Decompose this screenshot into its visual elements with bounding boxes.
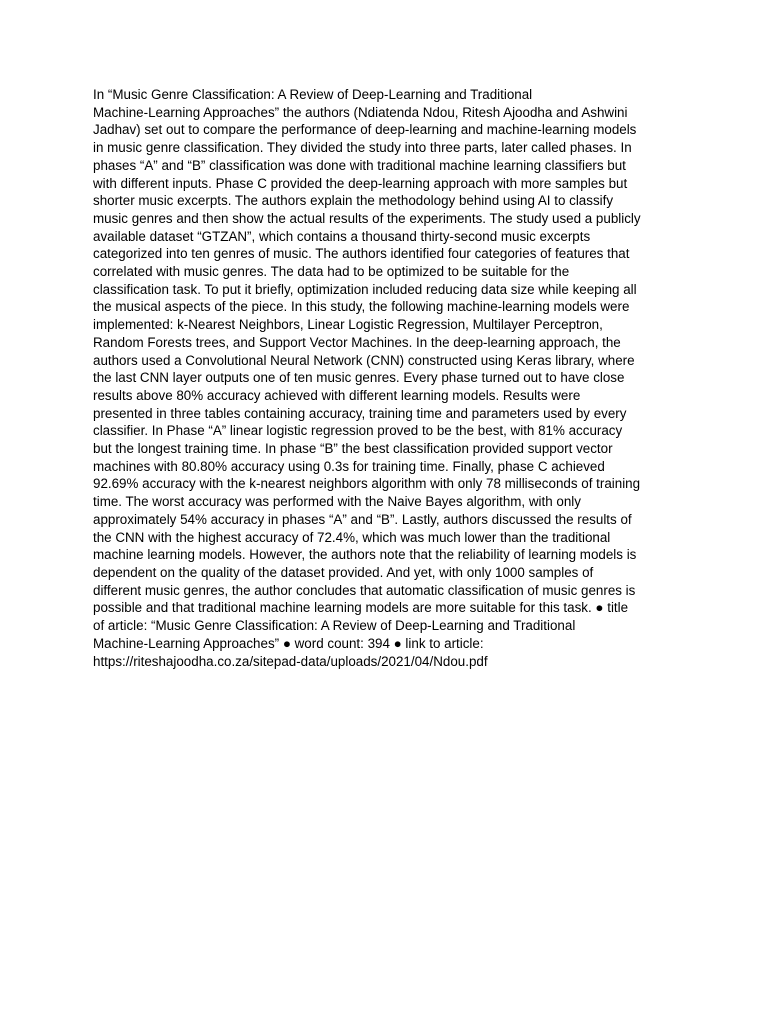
- text-line: the last CNN layer outputs one of ten music genres. Every phase turned out to have close: [93, 370, 625, 386]
- text-line: of article: “Music Genre Classification: A Review of Deep-Learning and Traditional: [93, 618, 576, 634]
- text-line: correlated with music genres. The data had to be optimized to be suitable for the: [93, 264, 570, 280]
- text-line: but the longest training time. In phase “B” the best classification provided support vector: [93, 441, 613, 457]
- text-line: classification task. To put it briefly, optimization included reducing data size while keeping all: [93, 281, 637, 297]
- text-line: the musical aspects of the piece. In this study, the following machine-learning models were: [93, 299, 630, 315]
- text-line: different music genres, the author concludes that automatic classification of music genres is: [93, 582, 636, 598]
- text-line: Machine-Learning Approaches” the authors (Ndiatenda Ndou, Ritesh Ajoodha and Ashwini: [93, 104, 628, 120]
- text-line: possible and that traditional machine learning models are more suitable for this task. ● title: [93, 600, 629, 616]
- text-line: phases “A” and “B” classification was done with traditional machine learning classifiers but: [93, 157, 626, 173]
- text-line: time. The worst accuracy was performed with the Naive Bayes algorithm, with only: [93, 494, 581, 510]
- text-line: approximately 54% accuracy in phases “A” and “B”. Lastly, authors discussed the results of: [93, 511, 632, 527]
- article-summary-paragraph: [93, 86, 683, 670]
- text-line: Random Forests trees, and Support Vector Machines. In the deep-learning approach, the: [93, 334, 621, 350]
- text-line: https://riteshajoodha.co.za/sitepad-data/uploads/2021/04/Ndou.pdf: [93, 653, 488, 669]
- text-line: implemented: k-Nearest Neighbors, Linear Logistic Regression, Multilayer Perceptron,: [93, 317, 603, 333]
- text-line: results above 80% accuracy achieved with different learning models. Results were: [93, 387, 581, 403]
- text-line: dependent on the quality of the dataset provided. And yet, with only 1000 samples of: [93, 564, 594, 580]
- text-line: classifier. In Phase “A” linear logistic regression proved to be the best, with 81% accuracy: [93, 423, 623, 439]
- text-line: presented in three tables containing accuracy, training time and parameters used by every: [93, 405, 627, 421]
- text-line: Jadhav) set out to compare the performance of deep-learning and machine-learning models: [93, 122, 637, 138]
- text-line: available dataset “GTZAN”, which contains a thousand thirty-second music excerpts: [93, 228, 591, 244]
- text-line: Machine-Learning Approaches” ● word count: 394 ● link to article:: [93, 635, 484, 651]
- text-line: the CNN with the highest accuracy of 72.4%, which was much lower than the traditional: [93, 529, 611, 545]
- text-line: in music genre classification. They divided the study into three parts, later called phases. In: [93, 140, 632, 156]
- text-line: music genres and then show the actual results of the experiments. The study used a publicly: [93, 210, 641, 226]
- text-line: authors used a Convolutional Neural Network (CNN) constructed using Keras library, where: [93, 352, 635, 368]
- text-line: 92.69% accuracy with the k-nearest neighbors algorithm with only 78 milliseconds of training: [93, 476, 641, 492]
- text-line: with different inputs. Phase C provided the deep-learning approach with more samples but: [93, 175, 628, 191]
- text-line: In “Music Genre Classification: A Review of Deep-Learning and Traditional: [93, 87, 533, 102]
- text-line: shorter music excerpts. The authors explain the methodology behind using AI to classify: [93, 193, 614, 209]
- text-line: categorized into ten genres of music. The authors identified four categories of features that: [93, 246, 630, 262]
- text-line: machine learning models. However, the authors note that the reliability of learning models is: [93, 547, 637, 563]
- text-line: machines with 80.80% accuracy using 0.3s for training time. Finally, phase C achieved: [93, 458, 605, 474]
